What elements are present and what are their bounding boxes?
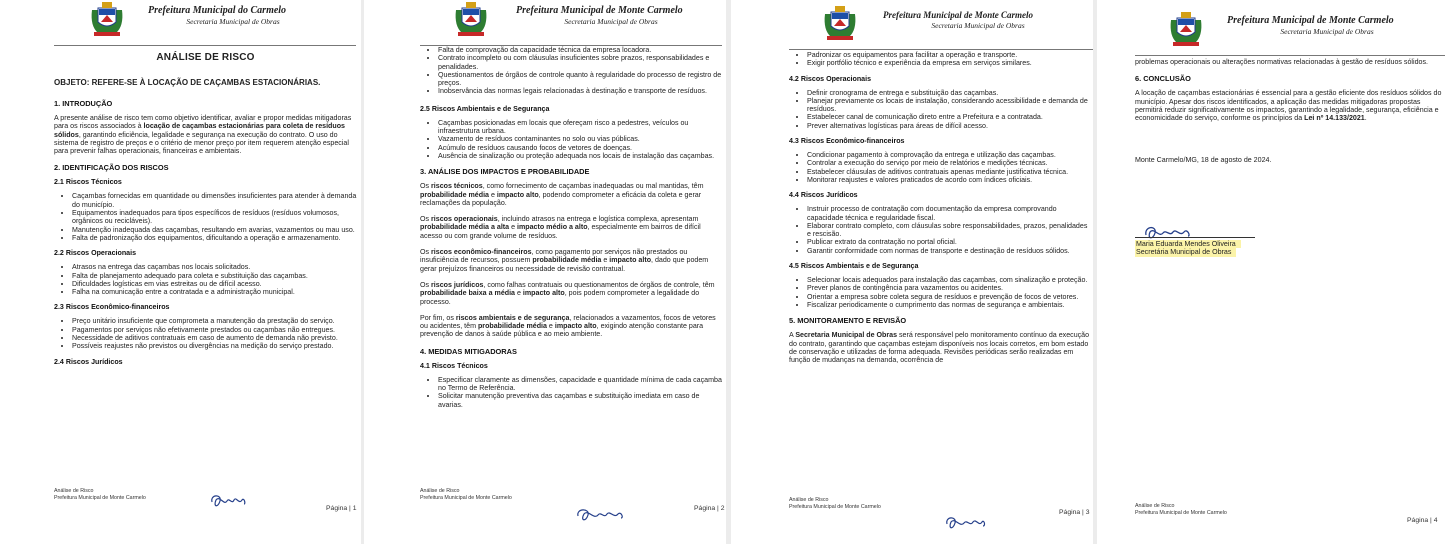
page-footer: Análise de Risco Prefeitura Municipal de Monte Carmelo (54, 488, 146, 501)
list-item: • Falta de planejamento adequado para coleta e substituição das caçambas. (72, 272, 357, 280)
subsection-heading: 4.1 Riscos Técnicos (420, 361, 488, 370)
page-content (420, 46, 722, 416)
page-footer: Análise de Risco Prefeitura Municipal de Monte Carmelo (420, 488, 512, 501)
page-header (1097, 0, 1450, 44)
header-title: Prefeitura Municipal de Monte Carmelo (1227, 15, 1394, 26)
signature-initials-icon (574, 506, 626, 524)
bullet-list (789, 89, 1091, 130)
page-content (54, 52, 357, 372)
list-item: • Estabelecer canal de comunicação direto entre a Prefeitura e a contratada. (807, 113, 1091, 121)
page-number: Página | 1 (326, 505, 357, 512)
section-heading: 3. ANÁLISE DOS IMPACTOS E PROBABILIDADE (420, 167, 590, 177)
list-item: • Vazamento de resíduos contaminantes no solo ou vias públicas. (438, 135, 722, 143)
list-item: • Prever alternativas logísticas para áreas de difícil acesso. (807, 122, 1091, 130)
header-text (516, 5, 706, 27)
header-title: Prefeitura Municipal de Monte Carmelo (883, 10, 1034, 20)
impact-paragraph: Por fim, os riscos ambientais e de segurança, relacionados a vazamentos, focos de vetores ou acidentes, têm probabilidade média e impacto alto, exigindo atenção constante para prevenção de danos à saúde pública e ao meio ambiente. (420, 313, 716, 339)
page-content (1135, 58, 1443, 173)
impact-paragraph: Os riscos técnicos, como fornecimento de caçambas inadequadas ou mal mantidas, têm probabilidade média e impacto alto, podendo comprometer a eficácia da coleta e gerar reclamações da população. (420, 182, 704, 207)
list-item: • Selecionar locais adequados para instalação das caçambas, com sinalização e proteção. (807, 276, 1091, 284)
page-footer: Análise de Risco Prefeitura Municipal de Monte Carmelo (1135, 503, 1227, 516)
continued-paragraph: problemas operacionais ou alterações normativas relacionadas à gestão de resíduos sólidos. (1135, 58, 1428, 66)
list-item: • Caçambas fornecidas em quantidade ou dimensões insuficientes para atender à demanda do município. (72, 192, 357, 209)
header-rule (789, 49, 1093, 50)
section-heading: 2. IDENTIFICAÇÃO DOS RISCOS (54, 163, 169, 173)
list-item: • Monitorar reajustes e valores praticados de acordo com índices oficiais. (807, 176, 1091, 184)
page-header (364, 0, 726, 44)
header-title: Prefeitura Municipal de Monte Carmelo (516, 5, 683, 16)
header-title: Prefeitura Municipal do Carmelo (148, 5, 287, 16)
subsection-heading: 2.1 Riscos Técnicos (54, 178, 122, 187)
list-item: • Falha na comunicação entre a contratada e a administração municipal. (72, 288, 357, 296)
page-3 (731, 0, 1093, 544)
bullet-list (789, 151, 1091, 184)
list-item: • Falta de padronização dos equipamentos, dificultando a operação e armazenamento. (72, 234, 357, 242)
list-item: • Inobservância das normas legais relacionadas à destinação e transporte de resíduos. (438, 87, 722, 95)
list-item: • Especificar claramente as dimensões, capacidade e quantidade mínima de cada caçamba no Termo de Referência. (438, 376, 722, 393)
list-item: • Possíveis reajustes não previstos ou divergências na medição do serviço prestado. (72, 342, 357, 350)
list-item: • Manutenção inadequada das caçambas, resultando em avarias, vazamentos ou mau uso. (72, 226, 357, 234)
list-item: • Questionamentos de órgãos de controle quanto à regularidade do processo de registro de preços. (438, 71, 722, 88)
bullet-list (54, 317, 357, 350)
list-item: • Equipamentos inadequados para tipos específicos de resíduos (resíduos volumosos, orgânicos ou recicláveis). (72, 209, 357, 226)
impact-paragraph: Os riscos jurídicos, como falhas contratuais ou questionamentos de órgãos de controle, têm probabilidade baixa a média e impacto alto, pois podem comprometer a legalidade do processo. (420, 280, 715, 306)
signer-role: Secretária Municipal de Obras (1135, 248, 1236, 256)
page-4 (1097, 0, 1450, 544)
section-heading: 1. INTRODUÇÃO (54, 99, 113, 108)
list-item: • Garantir conformidade com normas de transporte e destinação de resíduos sólidos. (807, 247, 1091, 255)
object-statement: OBJETO: REFERE-SE À LOCAÇÃO DE CAÇAMBAS ESTACIONÁRIAS. (54, 78, 321, 87)
list-item: • Pagamentos por serviços não efetivamente prestados ou caçambas não entregues. (72, 326, 357, 334)
page-header (731, 0, 1093, 44)
page-content (789, 51, 1091, 372)
list-item: • Controlar a execução do serviço por meio de relatórios e medições técnicas. (807, 159, 1091, 167)
list-item: • Orientar a empresa sobre coleta segura de resíduos e prevenção de focos de vetores. (807, 293, 1091, 301)
header-text (148, 5, 318, 27)
signature-line (1135, 237, 1255, 238)
list-item: • Planejar previamente os locais de instalação, considerando acessibilidade e demanda de resíduos. (807, 97, 1091, 114)
list-item: • Definir cronograma de entrega e substituição das caçambas. (807, 89, 1091, 97)
page-2 (364, 0, 726, 544)
section-heading: 5. MONITORAMENTO E REVISÃO (789, 316, 907, 326)
bullet-list (420, 376, 722, 409)
page-1 (0, 0, 361, 544)
municipal-crest-icon (86, 0, 128, 38)
subsection-heading: 4.2 Riscos Operacionais (789, 74, 872, 83)
signature-initials-icon (943, 514, 987, 532)
impact-paragraph: Os riscos operacionais, incluindo atrasos na entrega e logística complexa, apresentam probabilidade média a alta e impacto médio a alto, especialmente em bairros de difícil acesso ou com grande volume de resíduos. (420, 215, 701, 240)
subsection-heading: 4.4 Riscos Jurídicos (789, 191, 858, 200)
page-number: Página | 4 (1407, 517, 1438, 524)
list-item: • Estabelecer cláusulas de aditivos contratuais apenas mediante justificativa técnica. (807, 168, 1091, 176)
header-subtitle: Secretaria Municipal de Obras (564, 17, 658, 26)
municipal-crest-icon (819, 4, 861, 42)
subsection-heading: 4.3 Riscos Econômico-financeiros (789, 137, 905, 146)
monitoring-paragraph: A Secretaria Municipal de Obras será responsável pelo monitoramento contínuo da execução do contrato, garantindo que caçambas estejam disponíveis nos locais corretos, em bom estado de conservação e utilizadas de forma adequada. Revisões periódicas serão realizadas em função de mudanças na demanda, ocorrência de (789, 331, 1090, 365)
page-number: Página | 2 (694, 505, 725, 512)
list-item: • Solicitar manutenção preventiva das caçambas e substituição imediata em caso de avarias. (438, 392, 722, 409)
list-item: • Ausência de sinalização ou proteção adequada nos locais de instalação das caçambas. (438, 152, 722, 160)
impact-paragraph: Os riscos econômico-financeiros, como pagamento por serviços não prestados ou insuficiência de recursos, possuem probabilidade média e impacto alto, dado que podem gerar prejuízos financeiros ou necessidade de revisão contratual. (420, 248, 709, 273)
list-item: • Preço unitário insuficiente que comprometa a manutenção da prestação do serviço. (72, 317, 357, 325)
list-item: • Publicar extrato da contratação no portal oficial. (807, 238, 1091, 246)
page-number: Página | 3 (1059, 509, 1090, 516)
bullet-list (789, 51, 1091, 68)
signature-initials-icon (208, 492, 248, 510)
header-text (883, 9, 1073, 31)
date-line: Monte Carmelo/MG, 18 de agosto de 2024. (1135, 156, 1272, 165)
header-rule (54, 45, 356, 46)
subsection-heading: 2.2 Riscos Operacionais (54, 249, 137, 258)
header-subtitle: Secretaria Municipal de Obras (931, 21, 1025, 30)
list-item: • Padronizar os equipamentos para facilitar a operação e transporte. (807, 51, 1091, 59)
page-header (0, 0, 361, 44)
list-item: • Necessidade de aditivos contratuais em caso de aumento de demanda não previsto. (72, 334, 357, 342)
document-title: ANÁLISE DE RISCO (156, 52, 255, 63)
header-subtitle: Secretaria Municipal de Obras (1280, 27, 1374, 36)
list-item: • Condicionar pagamento à comprovação da entrega e utilização das caçambas. (807, 151, 1091, 159)
list-item: • Caçambas posicionadas em locais que ofereçam risco a pedestres, veículos ou infraestrutura urbana. (438, 119, 722, 136)
subsection-heading: 2.5 Riscos Ambientais e de Segurança (420, 104, 550, 113)
list-item: • Atrasos na entrega das caçambas nos locais solicitados. (72, 263, 357, 271)
municipal-crest-icon (1165, 10, 1207, 48)
page-footer: Análise de Risco Prefeitura Municipal de Monte Carmelo (789, 497, 881, 510)
municipal-crest-icon (450, 0, 492, 38)
subsection-heading: 2.3 Riscos Econômico-financeiros (54, 303, 170, 312)
list-item: • Falta de comprovação da capacidade técnica da empresa locadora. (438, 46, 722, 54)
header-rule (1135, 55, 1445, 56)
list-item: • Prever planos de contingência para vazamentos ou acidentes. (807, 284, 1091, 292)
bullet-list (789, 276, 1091, 309)
bullet-list (54, 192, 357, 242)
list-item: • Elaborar contrato completo, com cláusulas sobre responsabilidades, prazos, penalidades e rescisão. (807, 222, 1091, 239)
header-subtitle: Secretaria Municipal de Obras (186, 17, 280, 26)
header-text (1227, 15, 1427, 37)
list-item: • Dificuldades logísticas em vias estreitas ou de difícil acesso. (72, 280, 357, 288)
subsection-heading: 2.4 Riscos Jurídicos (54, 357, 123, 366)
list-item: • Exigir portfólio técnico e experiência da empresa em serviços similares. (807, 59, 1091, 67)
section-heading: 6. CONCLUSÃO (1135, 74, 1191, 84)
intro-paragraph: A presente análise de risco tem como objetivo identificar, avaliar e propor medidas mitigadoras para os riscos associados à locação de caçambas estacionárias para coleta de resíduos sólidos, garantindo eficiência, legalidade e segurança na execução do contrato. O uso do sistema de registro de preços e o critério de menor preço por item requerem atenção especial para prevenir falhas operacionais, financeiras e ambientais. (54, 114, 352, 156)
conclusion-paragraph: A locação de caçambas estacionárias é essencial para a gestão eficiente dos resíduos sólidos do município. Apesar dos riscos identificados, a aplicação das medidas mitigadoras propostas permitirá reduzir significativamente os impactos, garantindo a legalidade, segurança, eficiência e economicidade do serviço, conforme os princípios da Lei nº 14.133/2021. (1135, 89, 1442, 123)
bullet-list (54, 263, 357, 296)
list-item: • Contrato incompleto ou com cláusulas insuficientes sobre prazos, responsabilidades e penalidades. (438, 54, 722, 71)
subsection-heading: 4.5 Riscos Ambientais e de Segurança (789, 262, 919, 271)
signer-block (1135, 240, 1335, 257)
bullet-list (789, 205, 1091, 255)
list-item: • Instruir processo de contratação com documentação da empresa comprovando capacidade técnica e regularidade fiscal. (807, 205, 1091, 222)
list-item: • Fiscalizar periodicamente o cumprimento das normas de segurança e ambientais. (807, 301, 1091, 309)
list-item: • Acúmulo de resíduos causando focos de vetores de doenças. (438, 144, 722, 152)
section-heading: 4. MEDIDAS MITIGADORAS (420, 346, 517, 356)
bullet-list (420, 119, 722, 160)
signer-name: Maria Eduarda Mendes Oliveira (1135, 240, 1241, 248)
bullet-list (420, 46, 722, 96)
